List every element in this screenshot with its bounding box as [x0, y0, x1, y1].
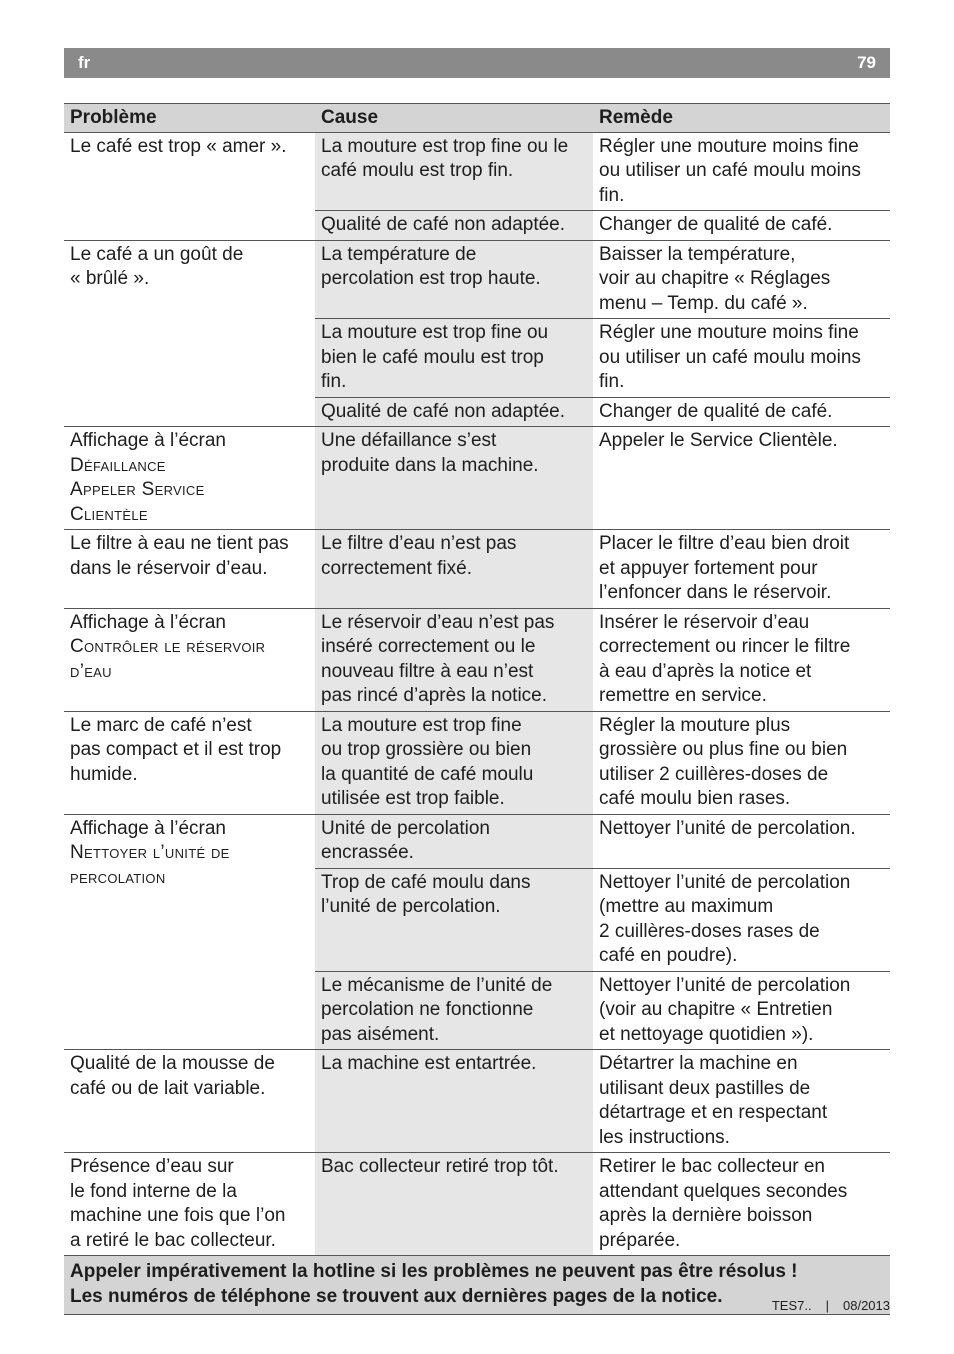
cell-line: d’eau	[70, 660, 112, 682]
cell-line: pas compact et il est trop	[70, 739, 282, 760]
footer-separator: |	[825, 1298, 829, 1313]
cell-line: Affichage à l’écran	[70, 430, 226, 451]
cell-line: Qualité de café non adaptée.	[321, 214, 566, 235]
remedy-cell	[593, 211, 890, 241]
cause-cell	[315, 132, 593, 211]
cell-line: fin.	[321, 371, 347, 392]
cell-line: et nettoyage quotidien »).	[599, 1023, 814, 1045]
cause-cell	[315, 711, 593, 814]
cell-line: nouveau filtre à eau n’est	[321, 660, 534, 682]
table-header-row	[64, 104, 890, 133]
cause-cell	[315, 971, 593, 1050]
cell-line: Détartrer la machine en	[599, 1053, 798, 1074]
remedy-cell	[593, 240, 890, 319]
cell-line: La température de	[321, 243, 477, 265]
cell-line: Le filtre d’eau n’est pas	[321, 533, 517, 554]
cell-line: Le réservoir d’eau n’est pas	[321, 611, 555, 633]
model-reference: TES7..	[771, 1298, 812, 1313]
remedy-cell	[593, 1050, 890, 1153]
table-row	[64, 711, 890, 814]
cell-line: humide.	[70, 763, 138, 785]
cause-cell	[315, 608, 593, 711]
cell-line: Appeler le Service Clientèle.	[599, 430, 838, 451]
hotline-note-row	[64, 1256, 890, 1315]
column-header-remede: Remède	[593, 104, 890, 133]
table-row	[64, 132, 890, 211]
cell-line: et appuyer fortement pour	[599, 557, 818, 579]
publication-date: 08/2013	[843, 1298, 890, 1313]
cell-line: utilisée est trop faible.	[321, 788, 505, 809]
cell-line: Le marc de café n’est	[70, 714, 252, 736]
column-header-cause: Cause	[315, 104, 593, 133]
cell-line: remettre en service.	[599, 685, 767, 706]
cell-line: Régler la mouture plus	[599, 714, 791, 736]
cell-line: café moulu bien rases.	[599, 788, 791, 809]
cell-line: utilisant deux pastilles de	[599, 1077, 811, 1099]
cell-line: Le filtre à eau ne tient pas	[70, 533, 289, 554]
cause-cell	[315, 427, 593, 530]
cell-line: fin.	[599, 371, 625, 392]
remedy-cell	[593, 397, 890, 427]
cell-line: Placer le filtre d’eau bien droit	[599, 533, 850, 554]
table-row	[64, 608, 890, 711]
cell-line: utiliser 2 cuillères-doses de	[599, 763, 829, 785]
remedy-cell	[593, 427, 890, 530]
cell-line: « brûlé ».	[70, 268, 150, 289]
table-row	[64, 427, 890, 530]
cell-line: l’enfoncer dans le réservoir.	[599, 582, 832, 603]
remedy-cell	[593, 971, 890, 1050]
cell-line: Nettoyer l’unité de percolation	[599, 871, 851, 893]
cell-line: Nettoyer l’unité de percolation	[599, 974, 851, 996]
cell-line: Régler une mouture moins fine	[599, 135, 859, 157]
cell-line: La machine est entartrée.	[321, 1053, 537, 1074]
table-row	[64, 814, 890, 868]
cell-line: Qualité de café non adaptée.	[321, 400, 566, 422]
cell-line: a retiré le bac collecteur.	[70, 1229, 276, 1251]
cell-line: à eau d’après la notice et	[599, 660, 812, 682]
cell-line: voir au chapitre « Réglages	[599, 268, 831, 289]
problem-cell	[64, 814, 315, 1050]
problem-cell	[64, 608, 315, 711]
table-row	[64, 1050, 890, 1153]
cell-line: café en poudre).	[599, 945, 738, 966]
table-row	[64, 530, 890, 609]
cell-line: les instructions.	[599, 1126, 730, 1148]
cause-cell	[315, 1153, 593, 1256]
column-header-probleme: Problème	[64, 104, 315, 133]
cause-cell	[315, 1050, 593, 1153]
cell-line: grossière ou plus fine ou bien	[599, 739, 848, 760]
remedy-cell	[593, 608, 890, 711]
cell-line: correctement ou rincer le filtre	[599, 636, 851, 657]
note-line: Appeler impérativement la hotline si les problèmes ne peuvent pas être résolus !	[70, 1261, 798, 1282]
cell-line: Le café est trop « amer ».	[70, 135, 287, 157]
cell-line: ou utiliser un café moulu moins	[599, 160, 861, 181]
cell-line: Le café a un goût de	[70, 243, 244, 265]
remedy-cell	[593, 711, 890, 814]
cell-line: Contrôler le réservoir	[70, 636, 266, 657]
cell-line: 2 cuillères-doses rases de	[599, 920, 820, 942]
cell-line: machine une fois que l’on	[70, 1205, 286, 1226]
cell-line: l’unité de percolation.	[321, 896, 501, 917]
cell-line: Retirer le bac collecteur en	[599, 1156, 825, 1177]
hotline-note	[64, 1256, 890, 1315]
remedy-cell	[593, 814, 890, 868]
cell-line: Changer de qualité de café.	[599, 214, 833, 235]
cell-line: ou trop grossière ou bien	[321, 739, 532, 760]
cell-line: Qualité de la mousse de	[70, 1053, 275, 1074]
cell-line: correctement fixé.	[321, 557, 472, 579]
remedy-cell	[593, 319, 890, 398]
problem-cell	[64, 1050, 315, 1153]
cell-line: La mouture est trop fine ou	[321, 322, 549, 343]
cell-line: attendant quelques secondes	[599, 1180, 848, 1202]
problem-cell	[64, 1153, 315, 1256]
cell-line: Affichage à l’écran	[70, 611, 226, 633]
cell-line: Défaillance	[70, 454, 166, 476]
remedy-cell	[593, 1153, 890, 1256]
language-code: fr	[78, 53, 91, 72]
cell-line: La mouture est trop fine	[321, 714, 522, 736]
cell-line: Insérer le réservoir d’eau	[599, 611, 810, 633]
cell-line: Régler une mouture moins fine	[599, 322, 859, 343]
cell-line: préparée.	[599, 1229, 681, 1251]
cell-line: ou utiliser un café moulu moins	[599, 346, 861, 368]
cell-line: percolation	[70, 866, 166, 888]
cell-line: pas aisément.	[321, 1023, 440, 1045]
troubleshooting-table	[64, 103, 890, 1315]
cell-line: Clientèle	[70, 503, 148, 525]
cause-cell	[315, 397, 593, 427]
cause-cell	[315, 319, 593, 398]
remedy-cell	[593, 868, 890, 971]
cell-line: menu – Temp. du café ».	[599, 292, 808, 314]
page-header-bar	[64, 48, 890, 78]
cell-line: encrassée.	[321, 842, 414, 863]
cell-line: Trop de café moulu dans	[321, 871, 531, 893]
cell-line: la quantité de café moulu	[321, 763, 534, 785]
table-row	[64, 240, 890, 319]
cell-line: inséré correctement ou le	[321, 636, 536, 657]
cell-line: fin.	[599, 184, 625, 206]
cell-line: Affichage à l’écran	[70, 817, 226, 839]
cell-line: dans le réservoir d’eau.	[70, 557, 268, 579]
note-line: Les numéros de téléphone se trouvent aux dernières pages de la notice.	[70, 1285, 723, 1307]
cell-line: le fond interne de la	[70, 1180, 237, 1202]
cell-line: Baisser la température,	[599, 243, 796, 265]
cause-cell	[315, 530, 593, 609]
problem-cell	[64, 530, 315, 609]
cell-line: La mouture est trop fine ou le	[321, 135, 569, 157]
cell-line: café moulu est trop fin.	[321, 160, 514, 181]
cell-line: Présence d’eau sur	[70, 1156, 234, 1177]
cell-line: percolation ne fonctionne	[321, 999, 534, 1020]
problem-cell	[64, 132, 315, 240]
remedy-cell	[593, 530, 890, 609]
cell-line: (mettre au maximum	[599, 896, 774, 917]
cause-cell	[315, 211, 593, 241]
cell-line: Unité de percolation	[321, 817, 490, 839]
cause-cell	[315, 868, 593, 971]
cell-line: café ou de lait variable.	[70, 1077, 266, 1099]
cell-line: Nettoyer l’unité de percolation.	[599, 817, 856, 839]
cause-cell	[315, 814, 593, 868]
problem-cell	[64, 711, 315, 814]
cell-line: Nettoyer l’unité de	[70, 842, 230, 863]
cell-line: après la dernière boisson	[599, 1205, 813, 1226]
cell-line: Une défaillance s’est	[321, 430, 497, 451]
cell-line: détartrage et en respectant	[599, 1102, 828, 1123]
cell-line: Changer de qualité de café.	[599, 400, 833, 422]
cell-line: pas rincé d’après la notice.	[321, 685, 548, 706]
problem-cell	[64, 427, 315, 530]
cell-line: percolation est trop haute.	[321, 268, 541, 289]
page-number: 79	[857, 53, 876, 72]
remedy-cell	[593, 132, 890, 211]
cell-line: Le mécanisme de l’unité de	[321, 974, 553, 996]
problem-cell	[64, 240, 315, 427]
cell-line: produite dans la machine.	[321, 454, 539, 476]
cell-line: (voir au chapitre « Entretien	[599, 999, 833, 1020]
cell-line: bien le café moulu est trop	[321, 346, 544, 368]
cell-line: Appeler Service	[70, 479, 205, 500]
page-footer	[772, 1298, 890, 1313]
cell-line: Bac collecteur retiré trop tôt.	[321, 1156, 559, 1177]
cause-cell	[315, 240, 593, 319]
table-row	[64, 1153, 890, 1256]
